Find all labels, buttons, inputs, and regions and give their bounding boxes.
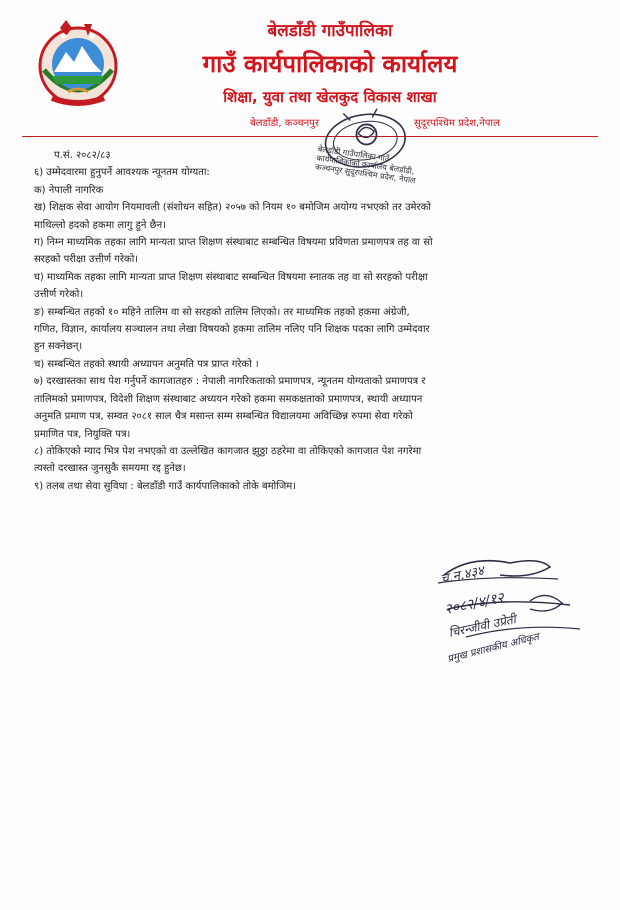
letterhead-address-local: बेलडाँडी, कञ्चनपुर (250, 118, 319, 129)
letterhead-municipality-name: बेलडाँडी गाउँपालिका (267, 21, 393, 41)
item-ga-line1: ग) निम्न माध्यमिक तहका लागि मान्यता प्राप्त शिक्षण संस्थाबाट सम्बन्धित विषयमा प्रविणता प्रमाणपत्र तह वा सो (34, 237, 433, 249)
item-ka: क) नेपाली नागरिक (34, 184, 104, 196)
item-nga-line1: ङ) सम्बन्धित तहको १० महिने तालिम वा सो सरहको तालिम लिएको। तर माध्यमिक तहको हकमा अंग्रेजी, (34, 306, 410, 318)
item-ga-line2: सरहको परीक्षा उत्तीर्ण गरेको। (34, 254, 139, 266)
letterhead-office-name: गाउँ कार्यपालिकाको कार्यालय (202, 50, 458, 78)
item-nga-line2: गणित, विज्ञान, कार्यालय सञ्चालन तथा लेखा विषयको हकमा तालिम नलिए पनि शिक्षक पदका लागि उम्मेदवार (34, 324, 430, 336)
notice-body (34, 147, 594, 495)
signature-date: २०८२/४/१२ (443, 589, 506, 619)
item-8-line2: त्यस्तो दरखास्त जुनसुकै समयमा रद्द हुनेछ। (34, 463, 186, 475)
item-7-line1: ७) दरखास्तका साथ पेश गर्नुपर्ने कागजातहरु : नेपाली नागरिकताको प्रमाणपत्र, न्यूनतम योग्यताको प्रमाणपत्र र (34, 376, 426, 388)
item-7-line4: प्रमाणित पत्र, नियुक्ति पत्र। (34, 428, 131, 440)
signature-dispatch-number: च.न.४३४ (439, 563, 486, 588)
item-kha-line2: माथिल्लो हदको हकमा लागु हुने छैन। (34, 219, 166, 231)
item-kha-line1: ख) शिक्षक सेवा आयोग नियमावली (संशोधन सहित) २०५७ को नियम १० बमोजिम अयोग्य नभएको तर उमेरको (34, 202, 431, 214)
item-nga-line3: हुन सक्नेछन्। (34, 341, 83, 353)
item-7-line3: अनुमति प्रमाण पत्र, सम्वत २०८१ साल चैत्र मसान्त सम्म सम्बन्धित विद्यालयमा अविच्छिन्न रुपमा सेवा गरेको (34, 411, 413, 423)
item-gha-line2: उत्तीर्ण गरेको। (34, 289, 84, 301)
item-cha: च) सम्बन्धित तहको स्थायी अध्यापन अनुमति पत्र प्राप्त गरेको । (34, 358, 259, 370)
section-6-title: ६) उम्मेदवारमा हुनुपर्ने आवश्यक न्यूनतम योग्यता: (34, 167, 210, 179)
item-8-line1: ८) तोकिएको म्याद भित्र पेश नभएको वा उल्लेखित कागजात झुठ्ठा ठहरेमा वा तोकिएको कागजात पेश नगरेमा (34, 445, 422, 457)
item-7-line2: तालिमको प्रमाणपत्र, विदेशी शिक्षण संस्थाबाट अध्ययन गरेको हकमा समकक्षताको प्रमाणपत्र, स्थायी अध्यापन (34, 393, 423, 405)
item-9: ९) तलब तथा सेवा सुविधा : बेलडाँडी गाउँ कार्यपालिकाको तोके बमोजिम। (34, 480, 297, 492)
letterhead-address-province: सुदूरपश्चिम प्रदेश,नेपाल (414, 118, 500, 129)
office-stamp-text: बेलडाँडी गाउँपालिका गाउँ कार्यपालिकाको कार्यालय बेलडाँडी, कञ्चनपुर सुदूरपश्चिम प्रदेश, नेपाल (314, 144, 417, 186)
signature-name: चिरन्जीवी उप्रेती (447, 612, 517, 640)
item-gha-line1: घ) माध्यमिक तहका लागि मान्यता प्राप्त शिक्षण संस्थाबाट सम्बन्धित विषयमा स्नातक तह वा सो सरहको परीक्षा (34, 271, 428, 283)
signature-designation: प्रमुख प्रशासकीय अधिकृत (446, 631, 541, 666)
reference-number: प.सं. २०८२/८३ (54, 150, 111, 161)
letterhead-section-name: शिक्षा, युवा तथा खेलकुद विकास शाखा (223, 88, 437, 106)
